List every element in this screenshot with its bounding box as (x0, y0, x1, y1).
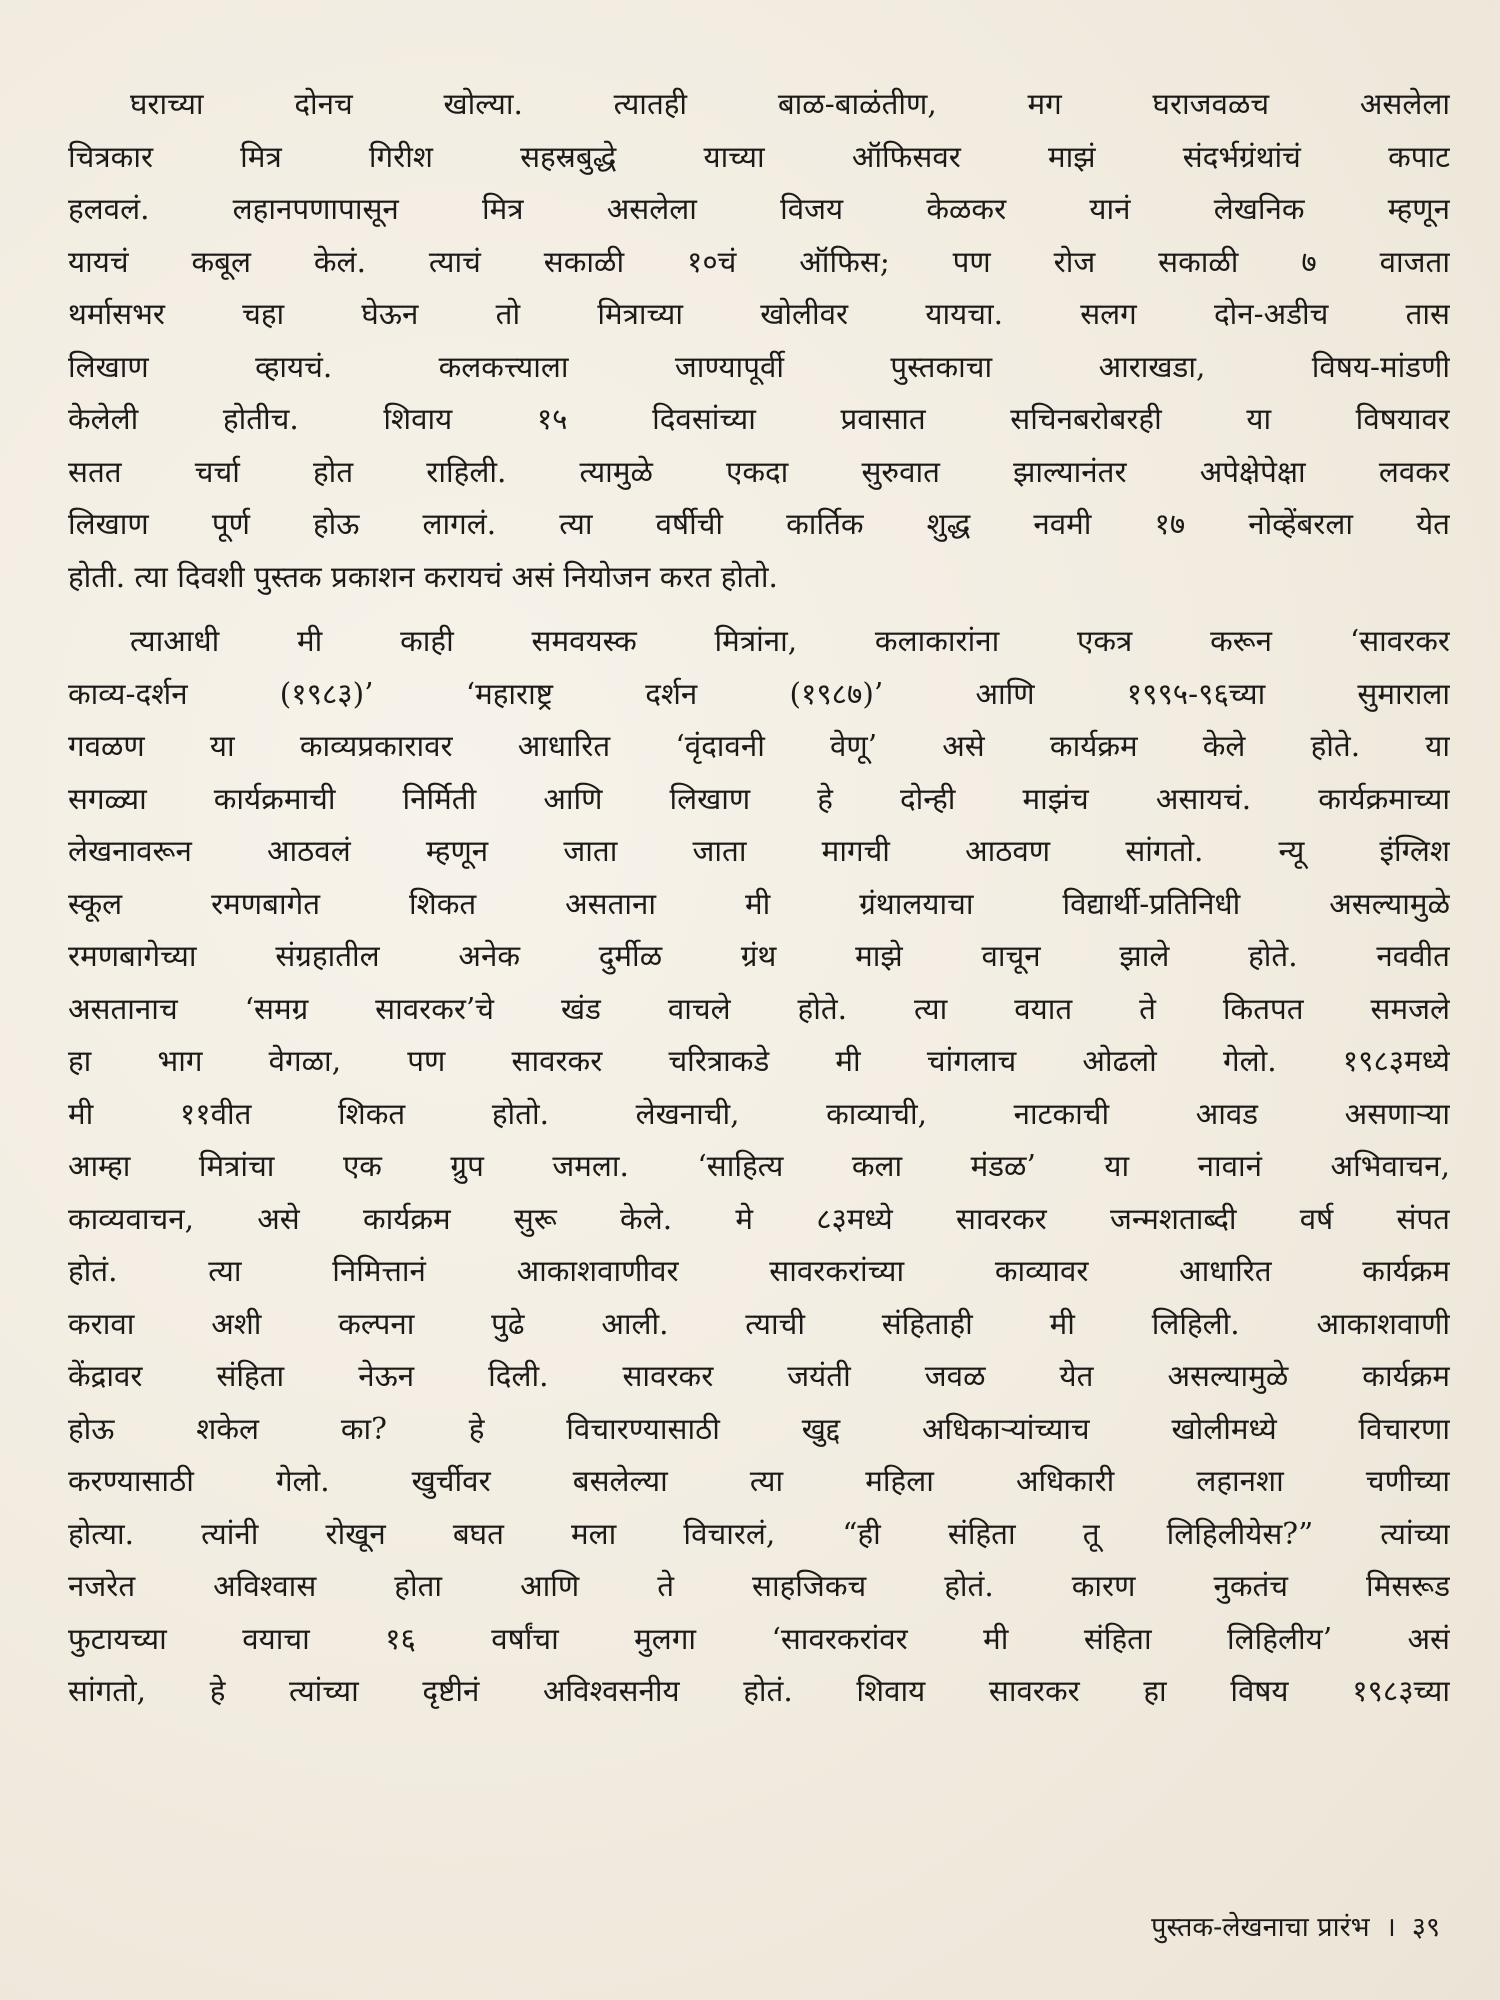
text-line: त्याआधी मी काही समवयस्क मित्रांना, कलाकारांना एकत्र करून ‘सावरकर (130, 624, 1450, 658)
text-line: नजरेत अविश्वास होता आणि ते साहजिकच होतं. कारण नुकतंच मिसरूड (68, 1569, 1450, 1603)
text-line: सांगतो, हे त्यांच्या दृष्टीनं अविश्वसनीय होतं. शिवाय सावरकर हा विषय १९८३च्या (68, 1674, 1450, 1708)
text-line: मी ११वीत शिकत होतो. लेखनाची, काव्याची, नाटकाची आवड असणाऱ्या (68, 1096, 1450, 1131)
text-line: लेखनावरून आठवलं म्हणून जाता जाता मागची आठवण सांगतो. न्यू इंग्लिश (68, 834, 1450, 868)
text-line: करावा अशी कल्पना पुढे आली. त्याची संहिताही मी लिहिली. आकाशवाणी (68, 1306, 1450, 1341)
text-line: लिखाण व्हायचं. कलकत्त्याला जाण्यापूर्वी पुस्तकाचा आराखडा, विषय-मांडणी (68, 349, 1450, 384)
body-text (68, 78, 1450, 1718)
text-line: गवळण या काव्यप्रकारावर आधारित ‘वृंदावनी वेणू’ असे कार्यक्रम केले होते. या (68, 729, 1450, 763)
text-line: सगळ्या कार्यक्रमाची निर्मिती आणि लिखाण हे दोन्ही माझंच असायचं. कार्यक्रमाच्या (68, 781, 1450, 816)
text-line: घराच्या दोनच खोल्या. त्यातही बाळ-बाळंतीण, मग घराजवळच असलेला (130, 87, 1450, 121)
paragraph-1 (68, 78, 1450, 603)
text-line: चित्रकार मित्र गिरीश सहस्रबुद्धे याच्या ऑफिसवर माझं संदर्भग्रंथांचं कपाट (68, 139, 1450, 174)
page-footer (1151, 1908, 1440, 1948)
text-line: फुटायच्या वयाचा १६ वर्षांचा मुलगा ‘सावरकरांवर मी संहिता लिहिलीय’ असं (68, 1621, 1450, 1656)
running-title: पुस्तक-लेखनाचा प्रारंभ (1151, 1912, 1370, 1943)
text-line: असतानाच ‘समग्र सावरकर’चे खंड वाचले होते. त्या वयात ते कितपत समजले (68, 991, 1450, 1026)
text-line: लिखाण पूर्ण होऊ लागलं. त्या वर्षीची कार्तिक शुद्ध नवमी १७ नोव्हेंबरला येत (68, 507, 1450, 541)
text-line: करण्यासाठी गेलो. खुर्चीवर बसलेल्या त्या महिला अधिकारी लहानशा चणीच्या (68, 1464, 1450, 1498)
text-line: रमणबागेच्या संग्रहातील अनेक दुर्मीळ ग्रंथ माझे वाचून झाले होते. नववीत (68, 939, 1450, 973)
paragraph-2 (68, 615, 1450, 1718)
page-number: ३९ (1411, 1912, 1440, 1943)
text-line: हलवलं. लहानपणापासून मित्र असलेला विजय केळकर यानं लेखनिक म्हणून (68, 192, 1450, 226)
text-line: स्कूल रमणबागेत शिकत असताना मी ग्रंथालयाचा विद्यार्थी-प्रतिनिधी असल्यामुळे (68, 886, 1450, 921)
text-line: होतं. त्या निमित्तानं आकाशवाणीवर सावरकरांच्या काव्यावर आधारित कार्यक्रम (68, 1254, 1450, 1288)
text-line: आम्हा मित्रांचा एक ग्रुप जमला. ‘साहित्य कला मंडळ’ या नावानं अभिवाचन, (68, 1149, 1450, 1183)
text-line: होती. त्या दिवशी पुस्तक प्रकाशन करायचं असं नियोजन करत होतो. (68, 559, 778, 594)
text-line: सतत चर्चा होत राहिली. त्यामुळे एकदा सुरुवात झाल्यानंतर अपेक्षेपेक्षा लवकर (68, 454, 1450, 489)
text-line: थर्मासभर चहा घेऊन तो मित्राच्या खोलीवर यायचा. सलग दोन-अडीच तास (68, 297, 1450, 331)
footer-separator: । (1385, 1912, 1396, 1943)
text-line: केलेली होतीच. शिवाय १५ दिवसांच्या प्रवासात सचिनबरोबरही या विषयावर (68, 402, 1450, 436)
text-line: हा भाग वेगळा, पण सावरकर चरित्राकडे मी चांगलाच ओढलो गेलो. १९८३मध्ये (68, 1044, 1450, 1078)
text-line: यायचं कबूल केलं. त्याचं सकाळी १०चं ऑफिस; पण रोज सकाळी ७ वाजता (68, 244, 1450, 279)
text-line: होत्या. त्यांनी रोखून बघत मला विचारलं, “ही संहिता तू लिहिलीयेस?” त्यांच्या (68, 1516, 1450, 1551)
text-line: केंद्रावर संहिता नेऊन दिली. सावरकर जयंती जवळ येत असल्यामुळे कार्यक्रम (68, 1359, 1450, 1393)
text-line: काव्यवाचन, असे कार्यक्रम सुरू केले. मे ८३मध्ये सावरकर जन्मशताब्दी वर्ष संपत (68, 1201, 1450, 1236)
text-line: काव्य-दर्शन (१९८३)’ ‘महाराष्ट्र दर्शन (१९८७)’ आणि १९९५-९६च्या सुमाराला (68, 676, 1450, 711)
text-line: होऊ शकेल का? हे विचारण्यासाठी खुद्द अधिकाऱ्यांच्याच खोलीमध्ये विचारणा (68, 1411, 1450, 1446)
